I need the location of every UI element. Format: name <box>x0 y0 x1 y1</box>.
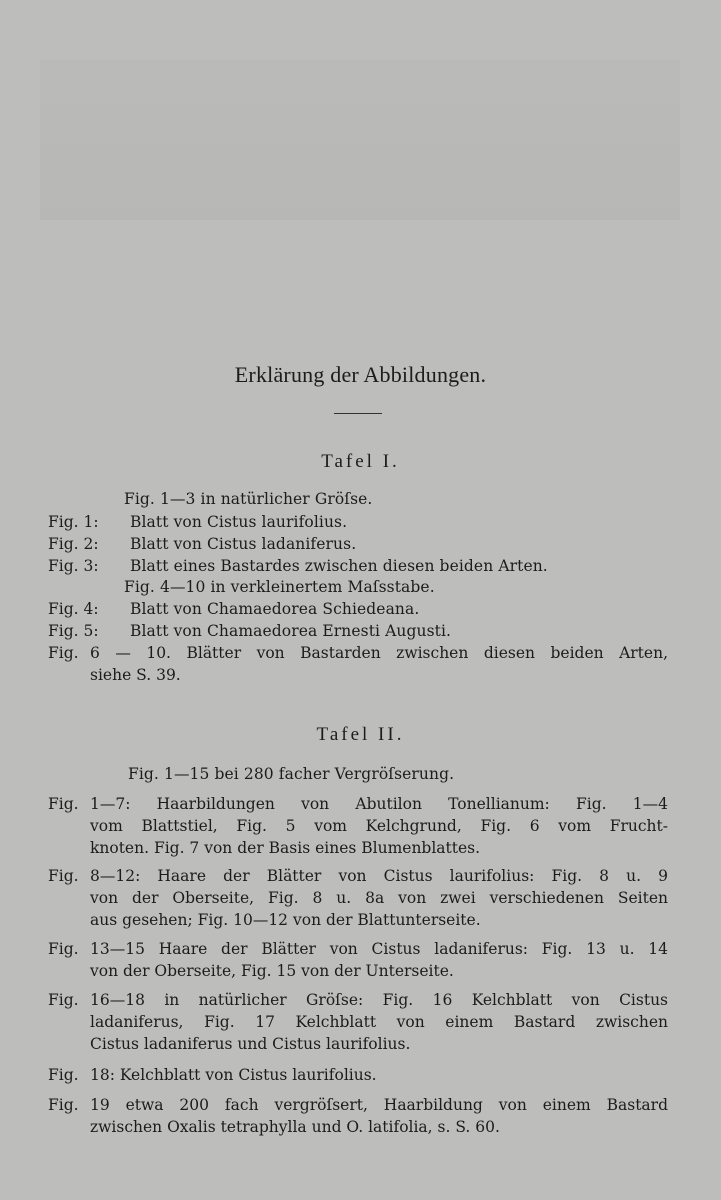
fig-label: Fig. <box>48 1096 79 1114</box>
fig-text: 8—12: Haare der Blätter von Cistus laurifolius: Fig. 8 u. 9 <box>90 867 668 885</box>
fig-text-continued: knoten. Fig. 7 von der Basis eines Blumenblattes. <box>90 839 481 857</box>
tafel-2-title: Tafel II. <box>316 724 405 745</box>
fig-text-continued: von der Oberseite, Fig. 8 u. 8a von zwei verschiedenen Seiten <box>90 889 668 907</box>
fig-text: 19 etwa 200 fach vergröſsert, Haarbildung von einem Bastard <box>90 1096 668 1114</box>
tafel-1-intro: Fig. 1—3 in natürlicher Gröſse. <box>124 490 373 508</box>
title-divider <box>334 413 382 414</box>
fig-text-continued: aus gesehen; Fig. 10—12 von der Blattunterseite. <box>90 911 481 929</box>
fig-label: Fig. <box>48 795 79 813</box>
fig-label: Fig. 1: <box>48 513 99 531</box>
fig-label: Fig. 5: <box>48 622 99 640</box>
fig-text: Blatt von Chamaedorea Schiedeana. <box>130 600 420 618</box>
fig-text: Blatt von Chamaedorea Ernesti Augusti. <box>130 622 452 640</box>
show-through-area <box>40 60 680 220</box>
fig-text: 13—15 Haare der Blätter von Cistus ladaniferus: Fig. 13 u. 14 <box>90 940 668 958</box>
fig-text-continued: von der Oberseite, Fig. 15 von der Unterseite. <box>90 962 454 980</box>
fig-text-continued: vom Blattstiel, Fig. 5 vom Kelchgrund, Fig. 6 vom Frucht- <box>90 817 668 835</box>
fig-label: Fig. 3: <box>48 557 99 575</box>
fig-label: Fig. 4: <box>48 600 99 618</box>
tafel-1-intro-2: Fig. 4—10 in verkleinertem Maſsstabe. <box>124 578 435 596</box>
fig-label: Fig. <box>48 867 79 885</box>
fig-text-continued: ladaniferus, Fig. 17 Kelchblatt von einem Bastard zwischen <box>90 1013 668 1031</box>
fig-label: Fig. <box>48 644 79 662</box>
tafel-2-intro: Fig. 1—15 bei 280 facher Vergröſserung. <box>128 765 455 783</box>
fig-text: Blatt von Cistus laurifolius. <box>130 513 348 531</box>
fig-text: 1—7: Haarbildungen von Abutilon Tonellianum: Fig. 1—4 <box>90 795 668 813</box>
fig-text-continued: zwischen Oxalis tetraphylla und O. latifolia, s. S. 60. <box>90 1118 500 1136</box>
fig-text: Blatt von Cistus ladaniferus. <box>130 535 357 553</box>
page-title: Erklärung der Abbildungen. <box>234 362 487 387</box>
tafel-1-title: Tafel I. <box>321 451 400 472</box>
fig-label: Fig. <box>48 1066 79 1084</box>
fig-text: 18: Kelchblatt von Cistus laurifolius. <box>90 1066 377 1084</box>
fig-text-continued: siehe S. 39. <box>90 666 181 684</box>
fig-label: Fig. <box>48 940 79 958</box>
fig-label: Fig. 2: <box>48 535 99 553</box>
fig-text-continued: Cistus ladaniferus und Cistus laurifolius. <box>90 1035 411 1053</box>
fig-text: 6 — 10. Blätter von Bastarden zwischen diesen beiden Arten, <box>90 644 668 662</box>
fig-text: Blatt eines Bastardes zwischen diesen beiden Arten. <box>130 557 548 575</box>
fig-text: 16—18 in natürlicher Gröſse: Fig. 16 Kelchblatt von Cistus <box>90 991 668 1009</box>
fig-label: Fig. <box>48 991 79 1009</box>
